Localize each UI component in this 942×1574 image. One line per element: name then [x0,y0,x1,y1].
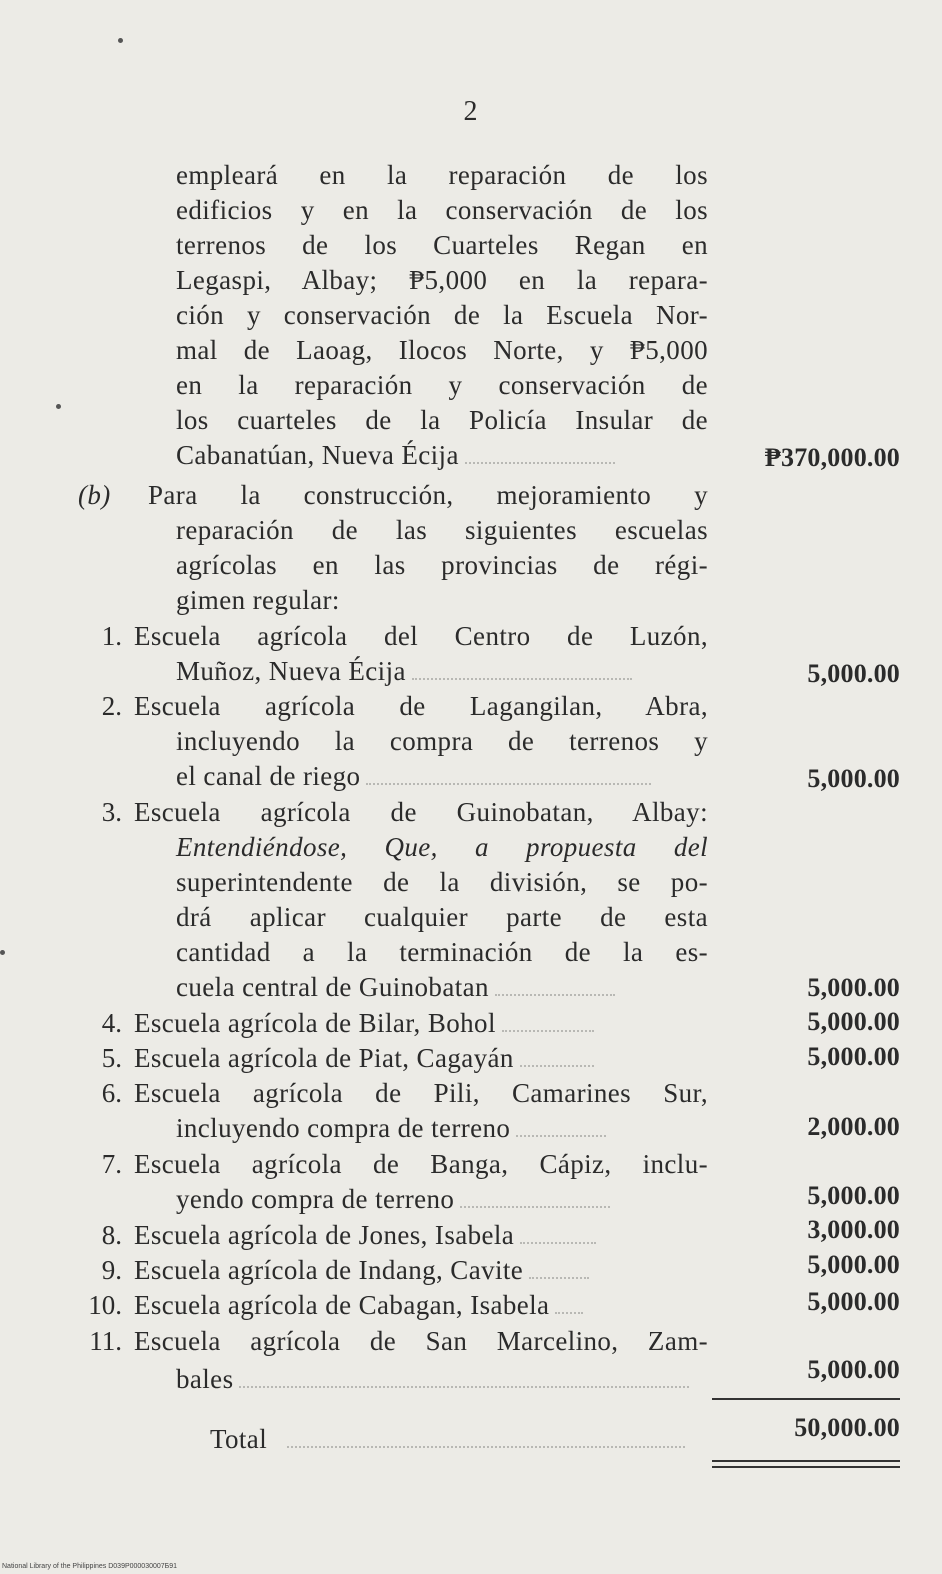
item-amount: 3,000.00 [807,1215,900,1244]
item-line: Escuela agrícola de Cabagan, Isabela [134,1288,583,1323]
paragraph-b-line: agrícolas en las provincias de régi- [176,550,708,580]
scan-speck [56,404,61,409]
double-rule [712,1460,900,1462]
paragraph-a-line: Cabanatúan, Nueva Écija [176,438,615,473]
paragraph-a-line: edificios y en la conservación de los [176,195,708,225]
item-line: Entendiéndose, Que, a propuesta del [176,832,708,862]
item-line: el canal de riego [176,759,651,794]
paragraph-b-label: (b) [78,480,111,510]
item-line: Escuela agrícola de Jones, Isabela [134,1218,596,1253]
item-number: 6. [101,1078,122,1108]
item-line: Escuela agrícola del Centro de Luzón, [134,621,708,651]
item-number: 3. [101,797,122,827]
paragraph-a-line: mal de Laoag, Ilocos Norte, y ₱5,000 [176,335,708,365]
item-amount: 5,000.00 [807,1250,900,1279]
paragraph-b-line: gimen regular: [176,585,340,615]
item-line: Escuela agrícola de Pili, Camarines Sur, [134,1078,708,1108]
item-line: cantidad a la terminación de la es- [176,937,708,967]
item-line: superintendente de la división, se po- [176,867,708,897]
paragraph-a-line: ción y conservación de la Escuela Nor- [176,300,708,330]
item-line: Muñoz, Nueva Écija [176,654,632,689]
item-line: cuela central de Guinobatan [176,970,615,1005]
item-amount: 5,000.00 [807,1355,900,1384]
item-line: Escuela agrícola de Indang, Cavite [134,1253,589,1288]
scan-speck [0,950,5,955]
item-number: 9. [101,1255,122,1285]
scan-speck [118,38,123,43]
item-amount: 5,000.00 [807,973,900,1002]
item-amount: 5,000.00 [807,764,900,793]
paragraph-a-line: en la reparación y conservación de [176,370,708,400]
paragraph-b-line: reparación de las siguientes escuelas [176,515,708,545]
footer-caption: National Library of the Philippines D039P000030007Б91 [2,1563,178,1570]
paragraph-b-line: Para la construcción, mejoramiento y [148,480,708,510]
item-line: drá aplicar cualquier parte de esta [176,902,708,932]
item-line: Escuela agrícola de Bilar, Bohol [134,1006,594,1041]
item-number: 4. [101,1008,122,1038]
paragraph-a-line: empleará en la reparación de los [176,160,708,190]
item-amount: 5,000.00 [807,1181,900,1210]
page-number: 2 [463,96,479,127]
paragraph-a-line: los cuarteles de la Policía Insular de [176,405,708,435]
item-line: bales [176,1362,689,1397]
item-line: Escuela agrícola de Lagangilan, Abra, [134,691,708,721]
item-number: 10. [88,1290,122,1320]
item-amount: 5,000.00 [807,1007,900,1036]
item-amount: 2,000.00 [807,1112,900,1141]
item-number: 1. [101,621,122,651]
item-line: Escuela agrícola de Piat, Cagayán [134,1041,594,1076]
item-amount: 5,000.00 [807,659,900,688]
item-line: incluyendo compra de terreno [176,1111,606,1146]
item-line: yendo compra de terreno [176,1182,610,1217]
paragraph-a-line: Legaspi, Albay; ₱5,000 en la repara- [176,265,708,295]
item-line: incluyendo la compra de terrenos y [176,726,708,756]
total-line: Total [210,1422,685,1457]
sum-rule [712,1398,900,1400]
item-amount: 5,000.00 [807,1287,900,1316]
item-amount: 5,000.00 [807,1042,900,1071]
amount-a: ₱370,000.00 [764,443,900,472]
item-line: Escuela agrícola de San Marcelino, Zam- [134,1326,708,1356]
item-line: Escuela agrícola de Guinobatan, Albay: [134,797,708,827]
item-number: 7. [101,1149,122,1179]
item-number: 8. [101,1220,122,1250]
item-number: 11. [89,1326,122,1356]
total-amount: 50,000.00 [794,1413,900,1442]
paragraph-a-line: terrenos de los Cuarteles Regan en [176,230,708,260]
item-number: 5. [101,1043,122,1073]
double-rule [712,1466,900,1468]
item-line: Escuela agrícola de Banga, Cápiz, inclu- [134,1149,708,1179]
item-number: 2. [101,691,122,721]
